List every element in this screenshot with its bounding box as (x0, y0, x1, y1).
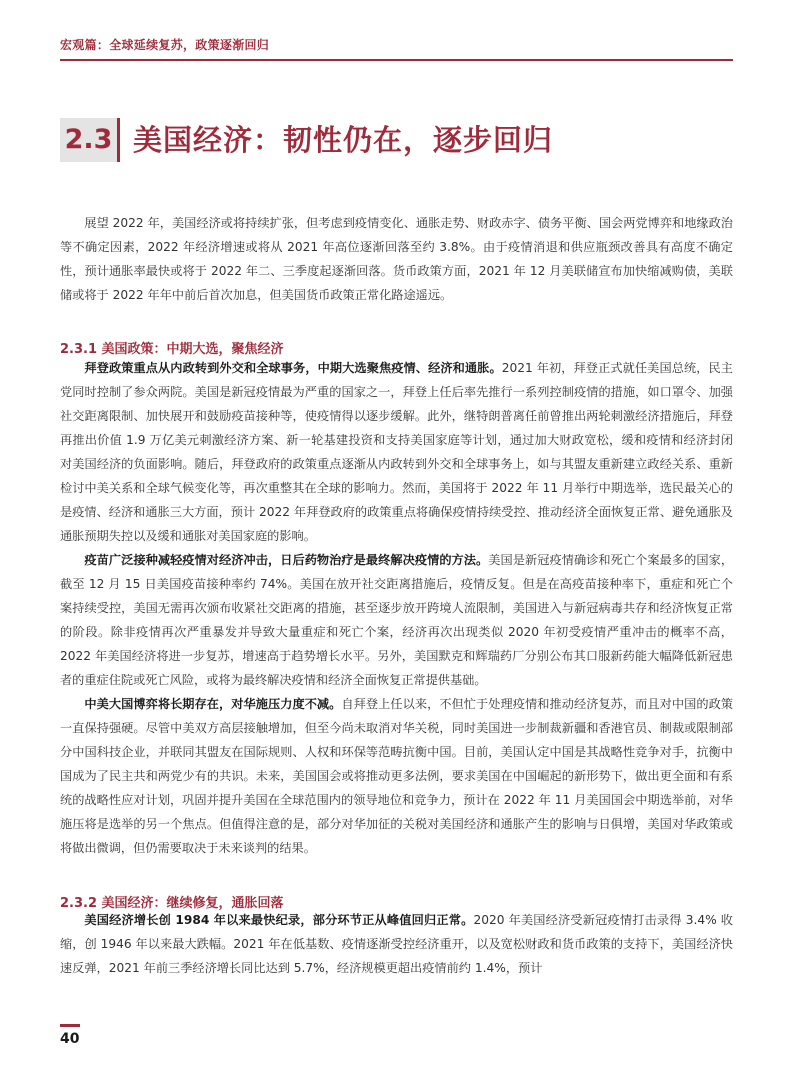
subsection-title-policy: 2.3.1 美国政策：中期大选，聚焦经济 (60, 342, 284, 357)
running-header: 宏观篇：全球延续复苏，政策逐渐回归 (60, 38, 270, 52)
paragraph-lead-bold: 中美大国博弈将长期存在，对华施压力度不减。 (84, 697, 342, 711)
paragraph-body: 2020 年美国经济受新冠疫情打击录得 3.4% 收缩，创 1946 年以来最大跌幅。2021 年在低基数、疫情逐渐受控经济重开，以及宽松财政和货币政策的支持下，美国经济快速反弹，2021 年前三季经济增长同比达到 5.7%，经济规模更超出疫情前约 1.4%，预计 (60, 913, 733, 975)
paragraph-body: 美国是新冠疫情确诊和死亡个案最多的国家，截至 12 月 15 日美国疫苗接种率约 74%。美国在放开社交距离措施后，疫情反复。但是在高疫苗接种率下，重症和死亡个案持续受控，美国无需再次颁布收紧社交距离的措施，甚至逐步放开跨境人流限制，美国进入与新冠病毒共存和经济恢复正常的阶段。除非疫情再次严重暴发并导致大量重症和死亡个案，经济再次出现类似 2020 年初受疫情严重冲击的概率不高，2022 年美国经济将进一步复苏，增速高于趋势增长水平。另外，美国默克和辉瑞药厂分别公布其口服新药能大幅降低新冠患者的重症住院或死亡风险，或将为最终解决疫情和经济全面恢复正常提供基础。 (60, 553, 734, 687)
section-number-badge: 2.3 (60, 118, 120, 162)
section-title: 美国经济：韧性仍在，逐步回归 (133, 123, 554, 157)
paragraph-economy-growth (60, 908, 733, 980)
page-number: 40 (60, 1031, 80, 1047)
page-number-rule (60, 1024, 80, 1027)
paragraph-lead-bold: 疫苗广泛接种减轻疫情对经济冲击，日后药物治疗是最终解决疫情的方法。 (84, 553, 489, 567)
paragraph-vaccine (60, 548, 733, 692)
paragraph-policy-focus (60, 356, 733, 548)
paragraph-body: 2021 年初，拜登正式就任美国总统，民主党同时控制了参众两院。美国是新冠疫情最为严重的国家之一，拜登上任后率先推行一系列控制疫情的措施，如口罩令、加强社交距离限制、加快展开和鼓励疫苗接种等，使疫情得以逐步缓解。此外，继特朗普离任前曾推出两轮刺激经济措施后，拜登再推出价值 1.9 万亿美元刺激经济方案、新一轮基建投资和支持美国家庭等计划，通过加大财政宽松，缓和疫情和经济封闭对美国经济的负面影响。随后，拜登政府的政策重点逐渐从内政转到外交和全球事务上，如与其盟友重新建立政经关系、重新检讨中美关系和全球气候变化等，再次重整其在全球的影响力。然而，美国将于 2022 年 11 月举行中期选举，选民最关心的是疫情、经济和通胀三大方面，预计 2022 年拜登政府的政策重点将确保疫情持续受控、推动经济全面恢复正常、避免通胀及通胀预期失控以及缓和通胀对美国家庭的影响。 (60, 361, 733, 543)
header-divider (60, 59, 733, 61)
subsection-title-economy: 2.3.2 美国经济：继续修复，通胀回落 (60, 896, 284, 911)
paragraph-lead-bold: 美国经济增长创 1984 年以来最快纪录，部分环节正从峰值回归正常。 (84, 913, 474, 927)
paragraph-us-china (60, 692, 733, 860)
intro-paragraph: 展望 2022 年，美国经济或将持续扩张，但考虑到疫情变化、通胀走势、财政赤字、债务平衡、国会两党博弈和地缘政治等不确定因素，2022 年经济增速或将从 2021 年高位逐渐回落至约 3.8%。由于疫情消退和供应瓶颈改善具有高度不确定性，预计通胀率最快或将于 2022 年二、三季度起逐渐回落。货币政策方面，2021 年 12 月美联储宣布加快缩减购债，美联储或将于 2022 年年中前后首次加息，但美国货币政策正常化路途遥远。 (60, 216, 733, 302)
paragraph-body: 自拜登上任以来，不但忙于处理疫情和推动经济复苏，而且对中国的政策一直保持强硬。尽管中美双方高层接触增加，但至今尚未取消对华关税，同时美国进一步制裁新疆和香港官员、制裁或限制部分中国科技企业，并联同其盟友在国际规则、人权和环保等范畴抗衡中国。目前，美国认定中国是其战略性竞争对手，抗衡中国成为了民主共和两党少有的共识。未来，美国国会或将推动更多法例，要求美国在中国崛起的新形势下，做出更全面和有系统的战略性应对计划，巩固并提升美国在全球范围内的领导地位和竞争力，预计在 2022 年 11 月美国国会中期选举前，对华施压将是选举的另一个焦点。但值得注意的是，部分对华加征的关税对美国经济和通胀产生的影响与日俱增，美国对华政策或将做出微调，但仍需要取决于未来谈判的结果。 (60, 697, 734, 855)
paragraph-lead-bold: 拜登政策重点从内政转到外交和全球事务，中期大选聚焦疫情、经济和通胀。 (84, 361, 502, 375)
